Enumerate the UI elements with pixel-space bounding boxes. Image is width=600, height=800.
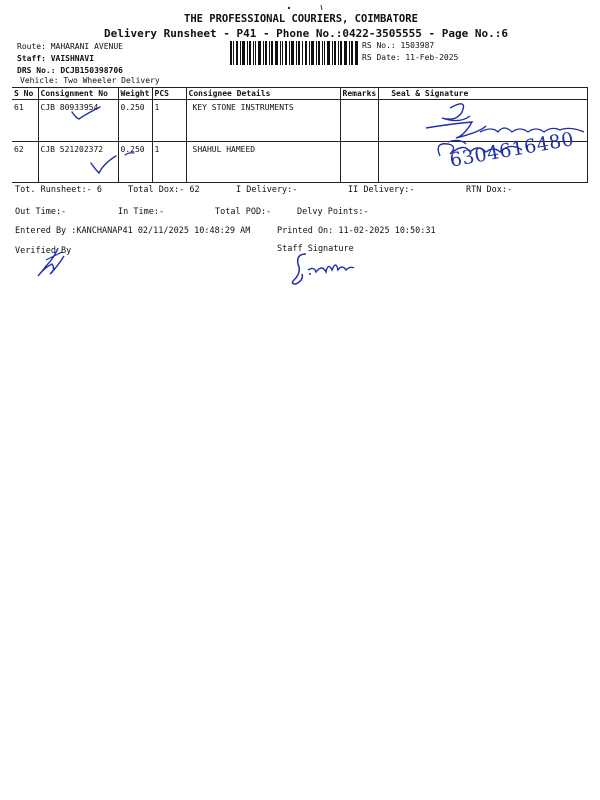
col-header-consignee: Consignee Details (186, 88, 340, 100)
printed-on: Printed On: 11-02-2025 10:50:31 (277, 226, 436, 236)
cell-pcs: 1 (152, 100, 186, 142)
cell-consignee: KEY STONE INSTRUMENTS (186, 100, 340, 142)
total-pod: Total POD:- (215, 207, 272, 217)
runsheet-title: Delivery Runsheet - P41 - Phone No.:0422-3505555 - Page No.:6 (104, 27, 508, 40)
rs-date: RS Date: 11-Feb-2025 (362, 53, 459, 62)
cell-sno: 61 (12, 100, 38, 142)
company-title: THE PROFESSIONAL COURIERS, COIMBATORE (184, 13, 418, 25)
checkmark-icon (90, 155, 120, 175)
col-header-consignment: Consignment No (38, 88, 118, 100)
cell-sno: 62 (12, 142, 38, 183)
entered-by: Entered By :KANCHANAP41 02/11/2025 10:48:29 AM (15, 226, 251, 236)
col-header-remarks: Remarks (340, 88, 379, 100)
col-header-weight: Weight (118, 88, 152, 100)
in-time: In Time:- (118, 207, 165, 217)
rtn-dox: RTN Dox:- (466, 185, 513, 195)
drs-number: DRS No.: DCJB150398706 (17, 66, 123, 75)
verified-by-label: Verified By (15, 246, 72, 256)
rs-number: RS No.: 1503987 (362, 41, 435, 50)
vehicle-text: Vehicle: Two Wheeler Delivery (20, 76, 160, 85)
stray-mark-icon (285, 3, 325, 13)
col-header-seal: Seal & Signature (379, 88, 588, 100)
handwritten-phone-number: 6304616480 (448, 128, 576, 172)
staff-text: Staff: VAISHNAVI (17, 54, 95, 63)
checkmark-icon (70, 106, 110, 122)
staff-signature-label: Staff Signature (277, 244, 354, 254)
total-dox: Total Dox:- 62 (128, 185, 200, 195)
cell-consignment: CJB 521202372 (38, 142, 118, 183)
col-header-sno: S No (12, 88, 38, 100)
cell-weight: 0.250 (118, 100, 152, 142)
col-header-pcs: PCS (152, 88, 186, 100)
i-delivery: I Delivery:- (236, 185, 298, 195)
ii-delivery: II Delivery:- (348, 185, 415, 195)
cell-weight: 0.250 (118, 142, 152, 183)
cell-pcs: 1 (152, 142, 186, 183)
staff-signature-icon (288, 250, 358, 290)
barcode-image (230, 41, 358, 65)
cell-consignment: CJB 80933954 (38, 100, 118, 142)
cell-remarks (340, 100, 379, 142)
tot-runsheet: Tot. Runsheet:- 6 (15, 185, 102, 195)
ink-mark-icon (124, 150, 136, 158)
cell-remarks (340, 142, 379, 183)
out-time: Out Time:- (15, 207, 67, 217)
cell-consignee: SHAHUL HAMEED (186, 142, 340, 183)
delvy-points: Delvy Points:- (297, 207, 369, 217)
route-text: Route: MAHARANI AVENUE (17, 42, 123, 51)
verified-signature-icon (34, 246, 70, 278)
